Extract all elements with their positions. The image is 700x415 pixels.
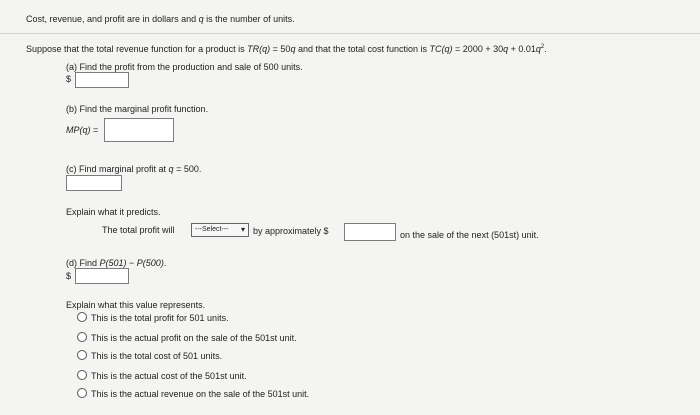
part-b-prefix: MP(q) =: [66, 125, 99, 135]
option-3-label: This is the total cost of 501 units.: [91, 351, 223, 361]
marginal-profit-input[interactable]: [104, 118, 174, 142]
by-approximately-text: by approximately $: [253, 226, 329, 236]
part-a-dollar: $: [66, 74, 72, 84]
option-5-label: This is the actual revenue on the sale of the 501st unit.: [91, 389, 310, 399]
next-unit-text: on the sale of the next (501st) unit.: [400, 230, 539, 240]
part-c-label: (c) Find marginal profit at q = 500.: [66, 164, 202, 174]
total-profit-sentence-start: The total profit will: [102, 225, 175, 235]
explain-predicts-heading: Explain what it predicts.: [66, 207, 161, 217]
units-note: Cost, revenue, and profit are in dollars and q is the number of units.: [26, 14, 295, 24]
approx-amount-input[interactable]: [344, 223, 396, 241]
part-d-answer-input[interactable]: [75, 268, 129, 284]
option-1-label: This is the total profit for 501 units.: [91, 313, 229, 323]
divider: [0, 33, 700, 34]
part-b-label: (b) Find the marginal profit function.: [66, 104, 209, 114]
part-a-answer-input[interactable]: [75, 72, 129, 88]
explain-represents-heading: Explain what this value represents.: [66, 300, 206, 310]
part-d-label: (d) Find P(501) − P(500).: [66, 258, 167, 268]
option-2-label: This is the actual profit on the sale of the 501st unit.: [91, 333, 297, 343]
problem-statement: Suppose that the total revenue function for a product is TR(q) = 50q and that the total cost function is $TC(q) = 2000 + 30q + 0.01q^2$.: [26, 44, 547, 54]
radio-option-1[interactable]: [77, 312, 87, 322]
option-4-label: This is the actual cost of the 501st unit.: [91, 371, 247, 381]
radio-option-5[interactable]: [77, 388, 87, 398]
part-c-answer-input[interactable]: [66, 175, 122, 191]
part-a-label: (a) Find the profit from the production and sale of 500 units.: [66, 62, 303, 72]
radio-option-2[interactable]: [77, 332, 87, 342]
increase-decrease-select[interactable]: ---Select--- ▾: [191, 223, 249, 237]
radio-option-3[interactable]: [77, 350, 87, 360]
part-d-dollar: $: [66, 271, 72, 281]
radio-option-4[interactable]: [77, 370, 87, 380]
chevron-down-icon: ▾: [240, 225, 245, 234]
